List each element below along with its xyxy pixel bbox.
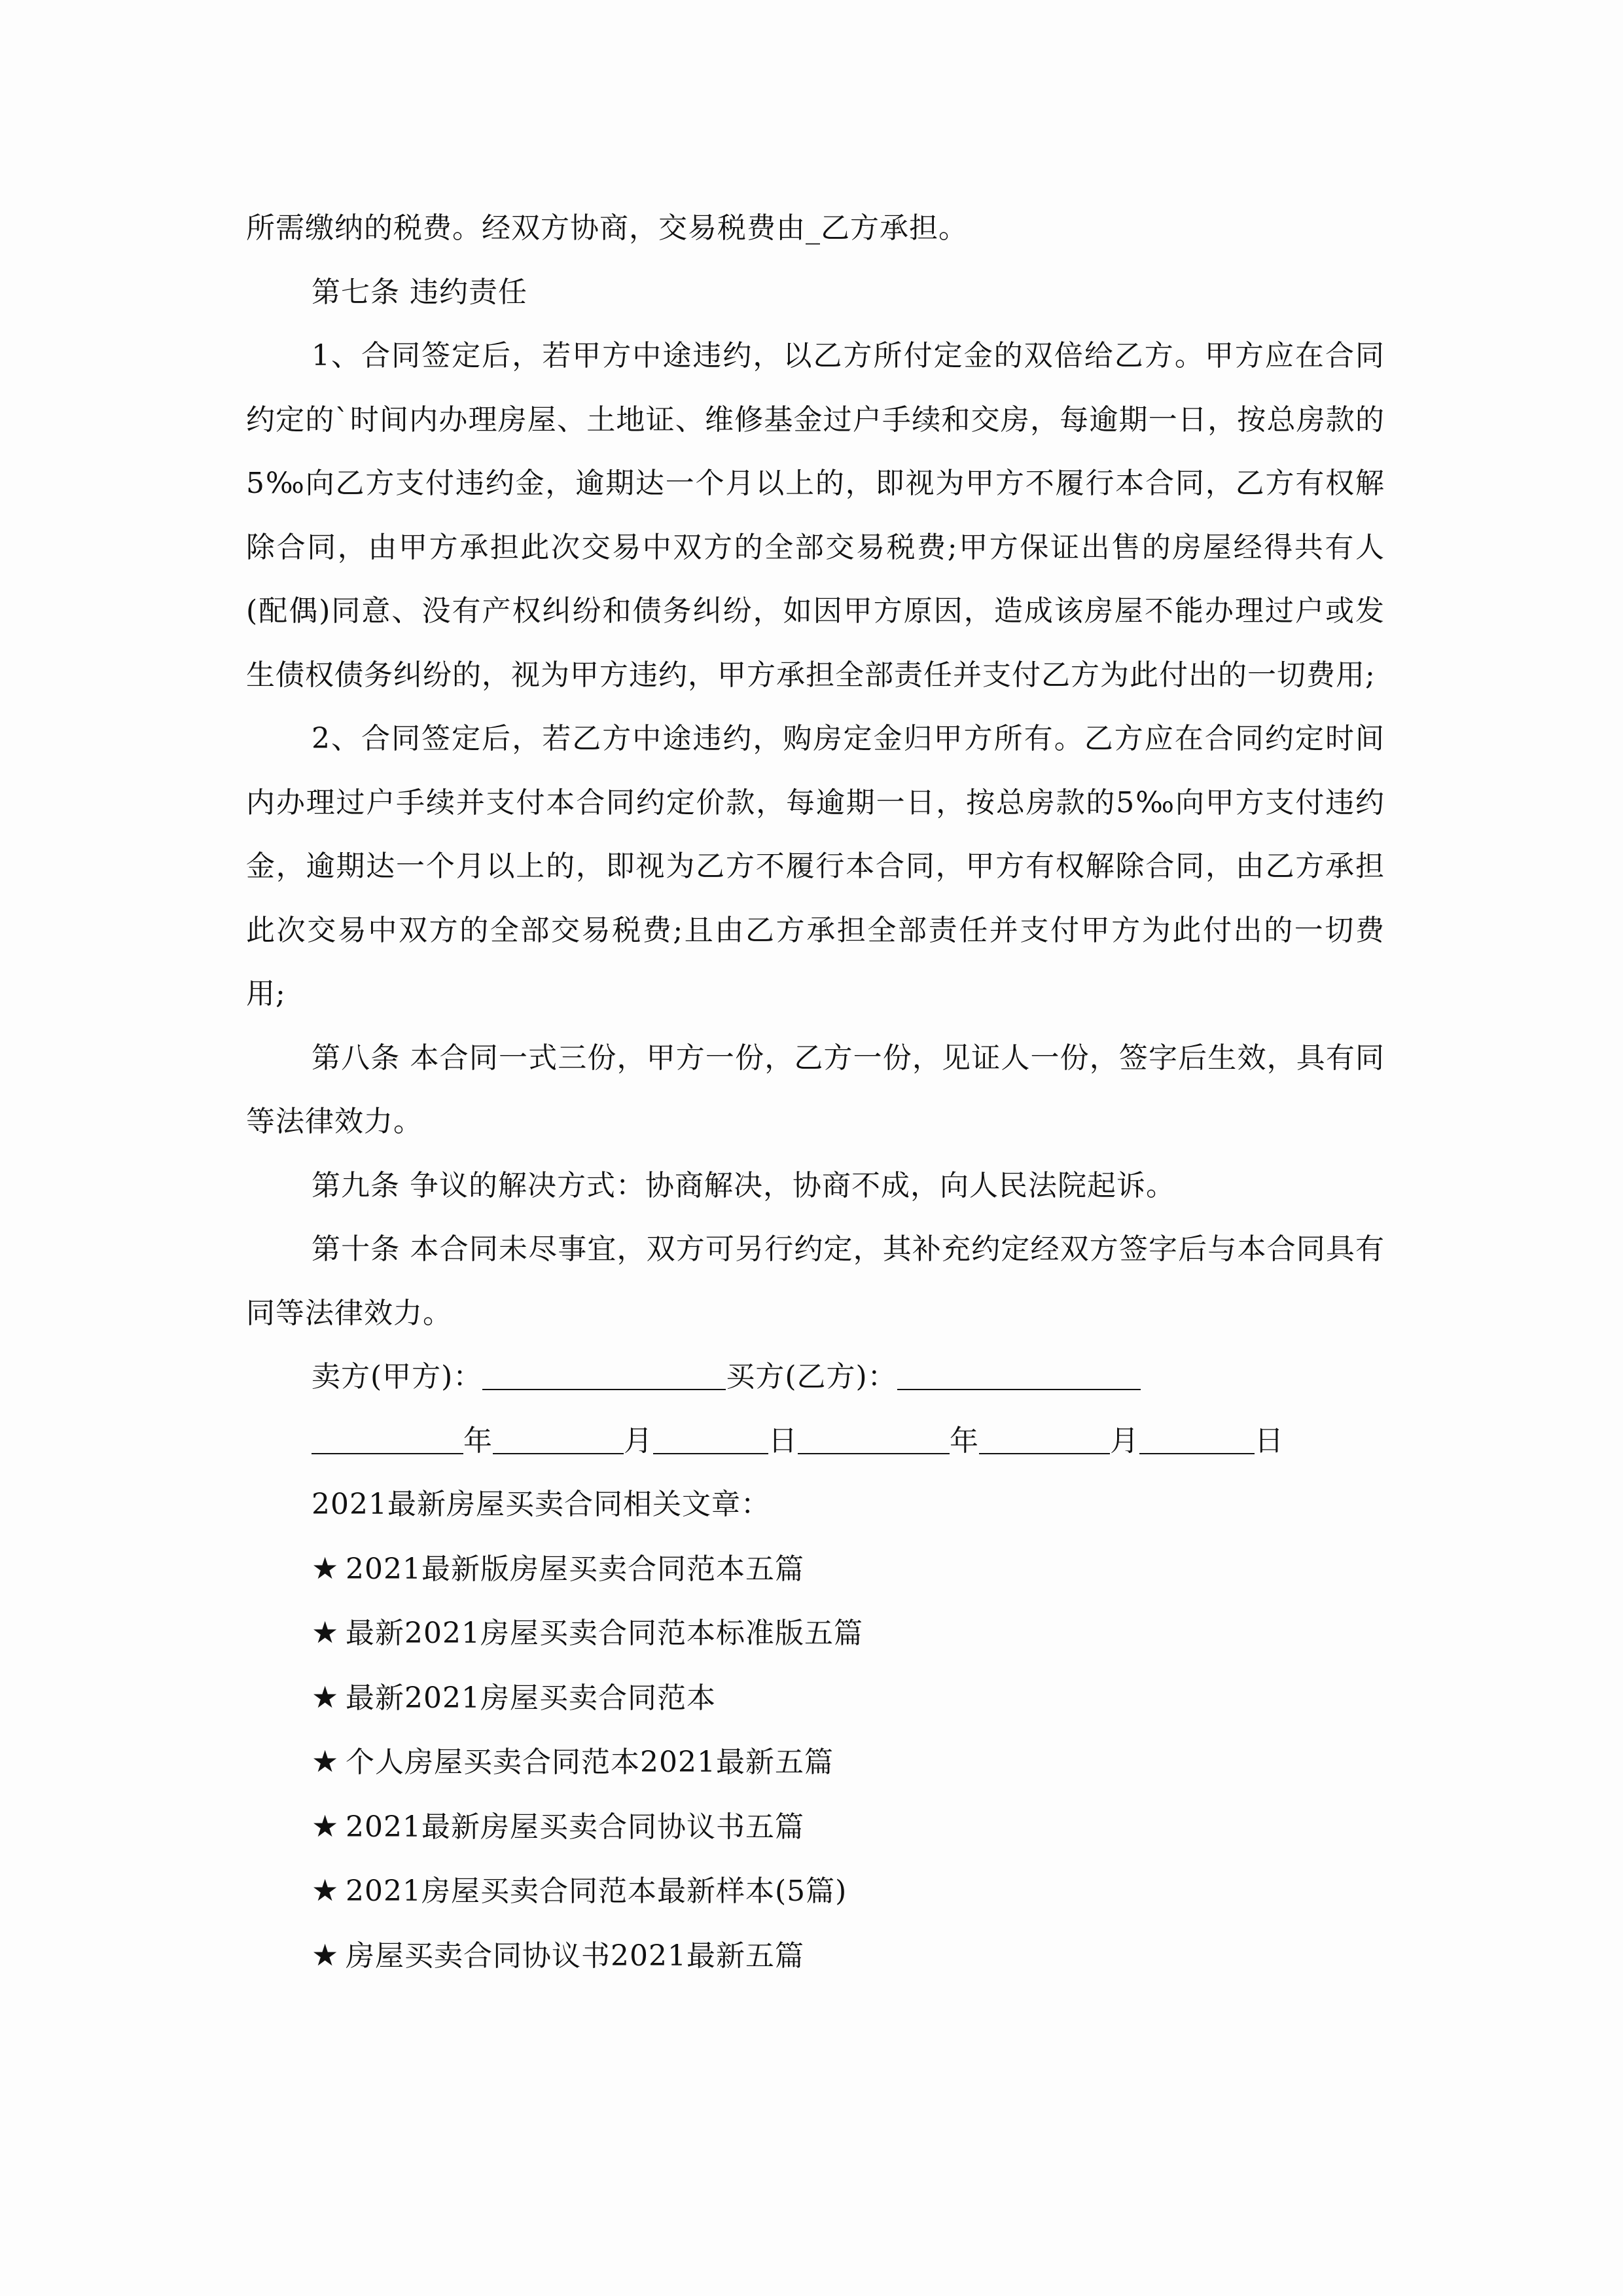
star-bullet-icon: ★ [312, 1679, 340, 1715]
signature-parties-row [246, 1345, 1385, 1409]
related-articles-heading: 2021最新房屋买卖合同相关文章： [312, 1488, 770, 1521]
related-article-link[interactable]: 最新2021房屋买卖合同范本 [346, 1681, 716, 1715]
seller-year-label: 年 [463, 1424, 493, 1458]
document-body [246, 196, 1385, 1988]
star-bullet-icon: ★ [312, 1550, 340, 1586]
related-article-link[interactable]: 2021最新房屋买卖合同协议书五篇 [346, 1810, 804, 1844]
buyer-month-blank[interactable] [979, 1424, 1110, 1454]
buyer-month-label: 月 [1110, 1424, 1139, 1458]
related-article-item [246, 1795, 1385, 1859]
related-article-item [246, 1924, 1385, 1988]
related-article-item [246, 1601, 1385, 1666]
article-10: 第十条 本合同未尽事宜，双方可另行约定，其补充约定经双方签字后与本合同具有同等法律效力。 [246, 1232, 1385, 1330]
related-article-item [246, 1859, 1385, 1924]
signature-date-row [246, 1409, 1385, 1473]
buyer-year-blank[interactable] [798, 1424, 950, 1454]
star-bullet-icon: ★ [312, 1808, 340, 1844]
article-7-heading: 第七条 违约责任 [312, 275, 527, 309]
related-article-item [246, 1537, 1385, 1602]
seller-day-label: 日 [768, 1424, 798, 1458]
star-bullet-icon: ★ [312, 1615, 340, 1650]
related-article-link[interactable]: 房屋买卖合同协议书2021最新五篇 [346, 1939, 804, 1973]
paragraph-tax-continuation: 所需缴纳的税费。经双方协商，交易税费由_乙方承担。 [246, 211, 968, 245]
related-article-link[interactable]: 2021房屋买卖合同范本最新样本(5篇) [346, 1874, 847, 1908]
seller-label: 卖方(甲方)： [312, 1360, 483, 1393]
article-8: 第八条 本合同一式三份，甲方一份，乙方一份，见证人一份，签字后生效，具有同等法律效力。 [246, 1041, 1385, 1138]
seller-month-blank[interactable] [493, 1424, 624, 1454]
buyer-year-label: 年 [950, 1424, 979, 1458]
seller-day-blank[interactable] [653, 1424, 768, 1454]
star-bullet-icon: ★ [312, 1744, 340, 1779]
buyer-label: 买方(乙方)： [726, 1360, 897, 1393]
related-article-link[interactable]: 个人房屋买卖合同范本2021最新五篇 [346, 1746, 834, 1779]
related-article-item [246, 1666, 1385, 1731]
buyer-day-blank[interactable] [1139, 1424, 1255, 1454]
buyer-day-label: 日 [1255, 1424, 1284, 1458]
star-bullet-icon: ★ [312, 1873, 340, 1908]
article-9: 第九条 争议的解决方式：协商解决，协商不成，向人民法院起诉。 [312, 1168, 1175, 1202]
seller-signature-blank[interactable] [482, 1360, 726, 1390]
star-bullet-icon: ★ [312, 1937, 340, 1973]
seller-year-blank[interactable] [312, 1424, 463, 1454]
article-7-clause-2: 2、合同签定后，若乙方中途违约，购房定金归甲方所有。乙方应在合同约定时间内办理过户手续并支付本合同约定价款，每逾期一日，按总房款的5‰向甲方支付违约金，逾期达一个月以上的，即视为乙方不履行本合同，甲方有权解除合同，由乙方承担此次交易中双方的全部交易税费;且由乙方承担全部责任并支付甲方为此付出的一切费用; [246, 722, 1385, 1011]
related-article-item [246, 1730, 1385, 1795]
buyer-signature-blank[interactable] [897, 1360, 1141, 1390]
related-article-link[interactable]: 最新2021房屋买卖合同范本标准版五篇 [346, 1617, 863, 1650]
article-7-clause-1: 1、合同签定后，若甲方中途违约，以乙方所付定金的双倍给乙方。甲方应在合同约定的`时间内办理房屋、土地证、维修基金过户手续和交房，每逾期一日，按总房款的5‰向乙方支付违约金，逾期达一个月以上的，即视为甲方不履行本合同，乙方有权解除合同，由甲方承担此次交易中双方的全部交易税费;甲方保证出售的房屋经得共有人(配偶)同意、没有产权纠纷和债务纠纷，如因甲方原因，造成该房屋不能办理过户或发生债权债务纠纷的，视为甲方违约，甲方承担全部责任并支付乙方为此付出的一切费用; [246, 339, 1385, 692]
related-article-link[interactable]: 2021最新版房屋买卖合同范本五篇 [346, 1552, 804, 1586]
related-articles-list [246, 1537, 1385, 1988]
seller-month-label: 月 [624, 1424, 653, 1458]
